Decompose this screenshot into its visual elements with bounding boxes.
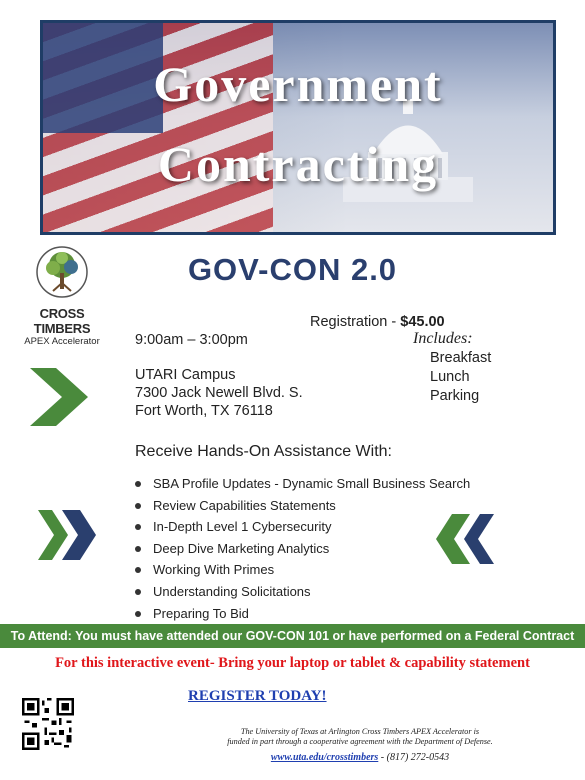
includes-list: [430, 349, 491, 406]
bring-notice: For this interactive event- Bring your laptop or tablet & capability statement: [55, 655, 530, 671]
funding-disclaimer: [160, 727, 560, 747]
location-line: UTARI Campus: [135, 367, 236, 383]
event-time: 9:00am – 3:00pm: [135, 332, 248, 348]
registration: [310, 314, 445, 330]
location-line: Fort Worth, TX 76118: [135, 403, 273, 419]
list-item: SBA Profile Updates - Dynamic Small Business Search: [133, 473, 470, 495]
double-chevron-right-icon: [36, 510, 98, 560]
logo-subtitle: APEX Accelerator: [24, 336, 100, 347]
event-location: [135, 366, 303, 420]
list-item: Preparing To Bid: [133, 603, 470, 625]
includes-item: Parking: [430, 388, 480, 404]
registration-label: Registration -: [310, 314, 401, 330]
includes-item: Breakfast: [430, 350, 492, 366]
chevron-right-icon: [28, 368, 90, 426]
disclaimer-line: funded in part through a cooperative agreement with the Department of Defense.: [227, 737, 493, 746]
includes-item: Lunch: [430, 369, 470, 385]
assistance-heading: Receive Hands-On Assistance With:: [135, 443, 392, 460]
banner-title-line1: Government: [153, 56, 443, 112]
contact-line: [160, 752, 560, 763]
includes-label: Includes:: [413, 330, 473, 347]
attendance-notice: To Attend: You must have attended our GOV-CON 101 or have performed on a Federal Contract: [0, 624, 585, 648]
phone-number: - (817) 272-0543: [378, 752, 450, 763]
qr-code-icon: [22, 698, 74, 750]
logo-name: CROSS TIMBERS: [33, 306, 91, 336]
list-item: Deep Dive Marketing Analytics: [133, 538, 470, 560]
list-item: In-Depth Level 1 Cybersecurity: [133, 516, 470, 538]
register-link[interactable]: REGISTER TODAY!: [188, 688, 327, 704]
list-item: Understanding Solicitations: [133, 581, 470, 603]
banner-title-line2: Contracting: [157, 136, 439, 192]
event-title: GOV-CON 2.0: [187, 252, 398, 287]
disclaimer-line: The University of Texas at Arlington Cross Timbers APEX Accelerator is: [240, 727, 480, 736]
list-item: Working With Primes: [133, 559, 470, 581]
location-line: 7300 Jack Newell Blvd. S.: [135, 385, 303, 401]
website-link[interactable]: www.uta.edu/crosstimbers: [270, 752, 379, 763]
registration-price: $45.00: [400, 314, 445, 330]
list-item: Review Capabilities Statements: [133, 495, 470, 517]
assistance-list: [133, 473, 470, 624]
header-banner: [40, 20, 556, 235]
